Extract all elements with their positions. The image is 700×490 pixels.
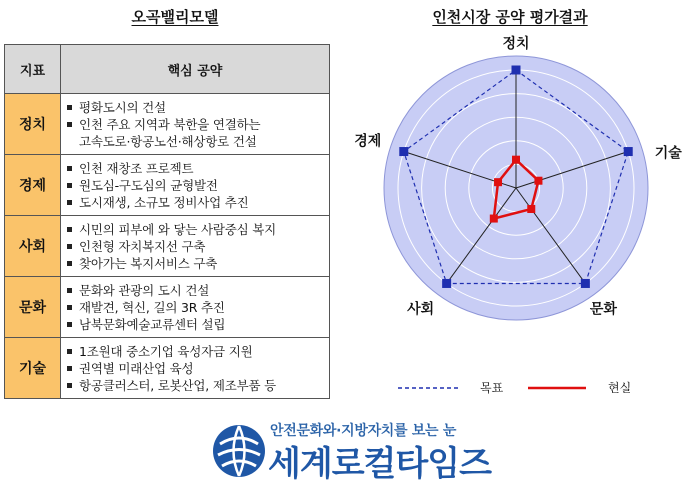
- pledge-item: 1조원대 중소기업 육성자금 지원: [65, 343, 327, 360]
- pledge-list: [65, 99, 327, 150]
- axis-label: 기술: [654, 145, 682, 162]
- pledge-cell: [61, 277, 330, 338]
- pledge-item: 인천형 자치복지선 구축: [65, 238, 327, 255]
- indicator-cell: 문화: [5, 277, 61, 338]
- pledge-item: 재발견, 혁신, 길의 3R 추진: [65, 299, 327, 316]
- pledge-item: 항공클러스터, 로봇산업, 제조부품 등: [65, 377, 327, 394]
- table-row: [5, 94, 330, 155]
- publisher-logo: [210, 418, 491, 484]
- pledge-list: [65, 282, 327, 333]
- pledge-list: [65, 221, 327, 272]
- table-row: [5, 338, 330, 399]
- indicator-cell: 경제: [5, 155, 61, 216]
- pledge-item: 인천 재창조 프로젝트: [65, 160, 327, 177]
- data-point: [512, 156, 520, 164]
- chart-title: 인천시장 공약 평가결과: [432, 8, 588, 26]
- pledge-item: 평화도시의 건설: [65, 99, 327, 116]
- pledge-list: [65, 160, 327, 211]
- data-point: [494, 178, 502, 186]
- pledge-item: 도시재생, 소규모 정비사업 추진: [65, 194, 327, 211]
- table-row: [5, 155, 330, 216]
- indicator-cell: 기술: [5, 338, 61, 399]
- data-point: [399, 147, 408, 156]
- pledge-cell: [61, 338, 330, 399]
- table-row: [5, 216, 330, 277]
- pledge-item: 문화와 관광의 도시 건설: [65, 282, 327, 299]
- pledge-cell: [61, 216, 330, 277]
- pledge-list: [65, 343, 327, 394]
- data-point: [512, 66, 521, 75]
- axis-label: 경제: [354, 133, 382, 150]
- pledge-item: 원도심-구도심의 균형발전: [65, 177, 327, 194]
- pledge-item: 인천 주요 지역과 북한을 연결하는 고속도로·항공노선·해상항로 건설: [65, 116, 327, 150]
- data-point: [581, 279, 590, 288]
- pledge-cell: [61, 155, 330, 216]
- pledge-item-continuation: 고속도로·항공노선·해상항로 건설: [79, 133, 257, 149]
- table-row: [5, 277, 330, 338]
- pledge-cell: [61, 94, 330, 155]
- radar-chart: [340, 30, 695, 410]
- data-point: [527, 205, 535, 213]
- header-indicator: 지표: [5, 45, 61, 94]
- pledge-item: 남북문화예술교류센터 설립: [65, 316, 327, 333]
- data-point: [534, 177, 542, 185]
- indicator-cell: 사회: [5, 216, 61, 277]
- publisher-name: 세계로컬타임즈: [268, 444, 491, 484]
- axis-label: 문화: [589, 301, 617, 318]
- table-header-row: [5, 45, 330, 94]
- legend-label: 목표: [480, 381, 504, 395]
- legend-label: 현실: [608, 381, 632, 395]
- pledge-item: 시민의 피부에 와 닿는 사람중심 복지: [65, 221, 327, 238]
- globe-emblem-icon: [210, 422, 268, 480]
- header-pledges: 핵심 공약: [61, 45, 330, 94]
- axis-label: 사회: [407, 301, 435, 318]
- pledge-item: 찾아가는 복지서비스 구축: [65, 255, 327, 272]
- publisher-slogan: 안전문화와·지방자치를 보는 눈: [270, 423, 457, 439]
- data-point: [624, 147, 633, 156]
- data-point: [490, 215, 498, 223]
- axis-label: 정치: [502, 36, 530, 52]
- pledge-table: [4, 44, 330, 399]
- data-point: [442, 279, 451, 288]
- table-title: 오곡밸리모델: [131, 8, 219, 26]
- indicator-cell: 정치: [5, 94, 61, 155]
- pledge-item: 권역별 미래산업 육성: [65, 360, 327, 377]
